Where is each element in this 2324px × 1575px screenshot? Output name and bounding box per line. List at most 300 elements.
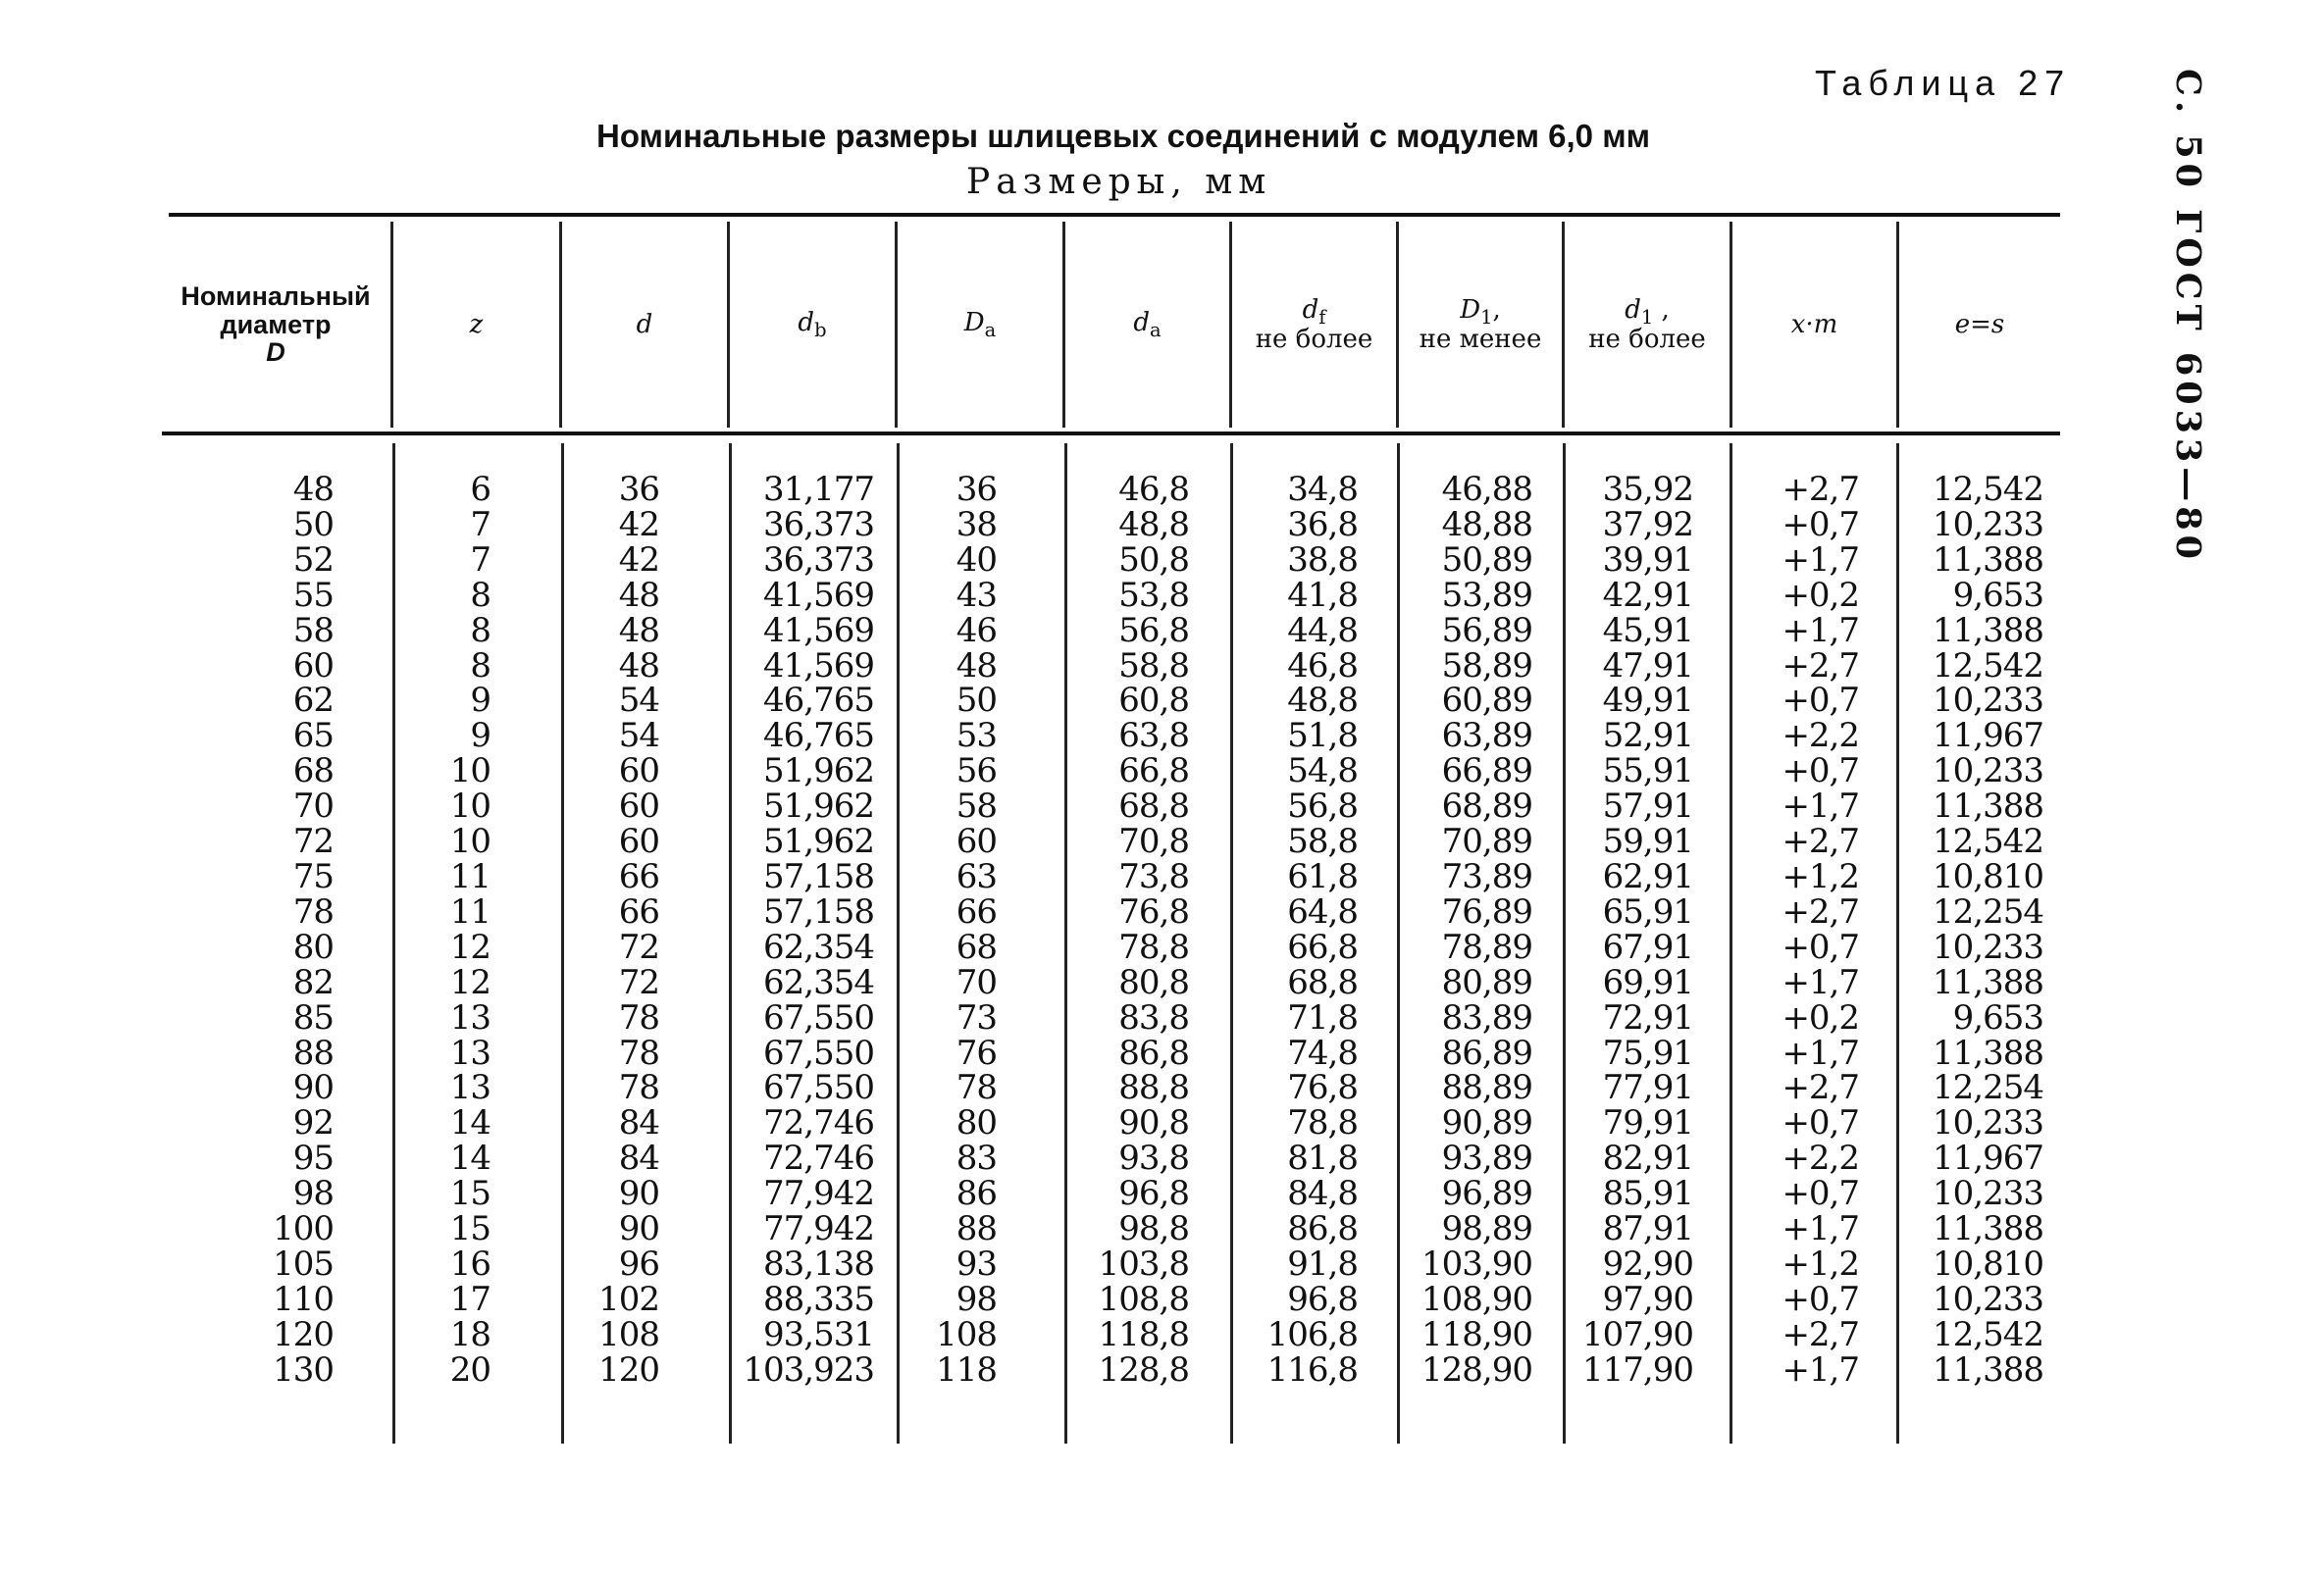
table-cell-xm: +0,2 — [1782, 997, 1859, 1038]
table-cell-d: 36 — [618, 470, 659, 509]
table-cell-db: 36,373 — [763, 539, 874, 580]
table-cell-D1: 70,89 — [1441, 822, 1532, 862]
table-number: Таблица 27 — [1815, 63, 2072, 103]
table-cell-z: 11 — [449, 856, 491, 896]
table-cell-df: 86,8 — [1287, 1209, 1358, 1249]
table-cell-d1: 45,91 — [1602, 610, 1693, 650]
table-cell-es: 10,233 — [1933, 681, 2043, 721]
table-cell-z: 13 — [449, 997, 491, 1038]
header-Da-symbol: D — [963, 307, 985, 337]
table-cell-Da: 38 — [955, 504, 997, 544]
header-db-text — [798, 307, 827, 341]
table-cell-D: 68 — [292, 751, 334, 791]
table-cell-z: 8 — [470, 645, 491, 686]
table-cell-df: 81,8 — [1287, 1139, 1358, 1179]
header-es — [1899, 222, 2060, 428]
header-d — [562, 222, 727, 428]
table-cell-D1: 58,89 — [1441, 645, 1532, 686]
header-xm-text: x·m — [1790, 310, 1838, 339]
table-cell-df: 84,8 — [1287, 1174, 1358, 1214]
header-da-symbol: d — [1133, 307, 1150, 337]
table-cell-es: 11,388 — [1933, 1209, 2043, 1249]
table-cell-z: 14 — [449, 1103, 491, 1143]
table-cell-d1: 72,91 — [1602, 997, 1693, 1038]
table-cell-df: 34,8 — [1287, 470, 1358, 509]
table-cell-z: 11 — [449, 891, 491, 932]
table-cell-es: 10,810 — [1933, 1244, 2043, 1284]
column-da — [1064, 470, 1189, 1390]
table-cell-d: 108 — [598, 1314, 659, 1354]
table-cell-xm: +0,7 — [1782, 751, 1859, 791]
table-cell-D1: 80,89 — [1441, 962, 1532, 1002]
table-cell-xm: +1,2 — [1782, 1244, 1859, 1284]
table-cell-db: 62,354 — [763, 927, 874, 967]
table-cell-xm: +1,7 — [1782, 539, 1859, 580]
table-cell-db: 62,354 — [763, 962, 874, 1002]
table-cell-es: 12,254 — [1933, 891, 2043, 932]
table-cell-z: 15 — [449, 1209, 491, 1249]
column-d — [561, 470, 659, 1390]
table-cell-db: 67,550 — [763, 1068, 874, 1108]
table-cell-db: 31,177 — [763, 470, 874, 509]
table-cell-db: 51,962 — [763, 822, 874, 862]
table-cell-D1: 96,89 — [1441, 1174, 1532, 1214]
table-cell-D1: 66,89 — [1441, 751, 1532, 791]
table-cell-xm: +2,7 — [1782, 1068, 1859, 1108]
table-cell-db: 36,373 — [763, 504, 874, 544]
table-cell-d1: 107,90 — [1582, 1314, 1693, 1354]
table-cell-es: 11,967 — [1933, 716, 2043, 756]
table-cell-da: 70,8 — [1118, 822, 1189, 862]
table-cell-z: 7 — [470, 539, 491, 580]
table-cell-d1: 59,91 — [1602, 822, 1693, 862]
header-Da-subscript: a — [984, 318, 997, 341]
header-z — [393, 222, 559, 428]
table-cell-Da: 86 — [955, 1174, 997, 1214]
table-cell-z: 9 — [470, 716, 491, 756]
table-cell-df: 78,8 — [1287, 1103, 1358, 1143]
table-cell-da: 108,8 — [1098, 1279, 1189, 1319]
table-cell-z: 6 — [470, 470, 491, 509]
table-title: Номинальные размеры шлицевых соединений с модулем 6,0 мм — [596, 118, 1651, 154]
header-df-text — [1302, 294, 1326, 329]
table-cell-D1: 63,89 — [1441, 716, 1532, 756]
table-cell-d: 78 — [618, 997, 659, 1038]
table-cell-da: 86,8 — [1118, 1033, 1189, 1073]
table-cell-D1: 93,89 — [1441, 1139, 1532, 1179]
table-cell-Da: 46 — [955, 610, 997, 650]
table-cell-z: 7 — [470, 504, 491, 544]
column-df — [1230, 470, 1358, 1390]
table-cell-Da: 40 — [955, 539, 997, 580]
table-cell-z: 8 — [470, 575, 491, 615]
table-cell-xm: +0,7 — [1782, 1174, 1859, 1214]
header-d-text: d — [636, 310, 653, 339]
table-cell-Da: 76 — [955, 1033, 997, 1073]
table-cell-d1: 35,92 — [1602, 470, 1693, 509]
table-cell-D1: 53,89 — [1441, 575, 1532, 615]
table-cell-d1: 117,90 — [1582, 1349, 1693, 1390]
header-d-symbol: D — [266, 337, 285, 368]
table-cell-es: 11,388 — [1933, 1349, 2043, 1390]
table-cell-d: 102 — [598, 1279, 659, 1319]
table-cell-d: 48 — [618, 575, 659, 615]
table-cell-D: 100 — [273, 1209, 334, 1249]
table-cell-df: 58,8 — [1287, 822, 1358, 862]
table-cell-d1: 82,91 — [1602, 1139, 1693, 1179]
header-D1-subscript: 1 — [1480, 305, 1493, 329]
table-cell-d1: 77,91 — [1602, 1068, 1693, 1108]
table-cell-d: 120 — [598, 1349, 659, 1390]
header-es-text: e=s — [1954, 310, 2005, 339]
table-cell-z: 15 — [449, 1174, 491, 1214]
header-D1-symbol: D — [1460, 294, 1481, 325]
table-cell-Da: 108 — [936, 1314, 997, 1354]
table-cell-Da: 78 — [955, 1068, 997, 1108]
table-cell-es: 9,653 — [1952, 997, 2043, 1038]
table-cell-db: 57,158 — [763, 856, 874, 896]
table-cell-df: 71,8 — [1287, 997, 1358, 1038]
table-cell-df: 66,8 — [1287, 927, 1358, 967]
header-d-line2: диаметр — [220, 309, 332, 339]
table-cell-xm: +2,7 — [1782, 822, 1859, 862]
table-cell-es: 12,542 — [1933, 470, 2043, 509]
table-cell-D: 50 — [292, 504, 334, 544]
table-cell-D1: 68,89 — [1441, 787, 1532, 827]
table-cell-da: 98,8 — [1118, 1209, 1189, 1249]
table-cell-xm: +2,7 — [1782, 1314, 1859, 1354]
table-cell-z: 18 — [449, 1314, 491, 1354]
table-cell-db: 57,158 — [763, 891, 874, 932]
table-cell-D: 82 — [292, 962, 334, 1002]
table-cell-Da: 80 — [955, 1103, 997, 1143]
table-cell-da: 66,8 — [1118, 751, 1189, 791]
table-cell-D: 48 — [292, 470, 334, 509]
top-rule — [169, 213, 2060, 217]
table-cell-D: 70 — [292, 787, 334, 827]
table-cell-Da: 98 — [955, 1279, 997, 1319]
table-cell-db: 72,746 — [763, 1103, 874, 1143]
table-cell-D: 130 — [273, 1349, 334, 1390]
table-cell-da: 63,8 — [1118, 716, 1189, 756]
table-cell-db: 67,550 — [763, 1033, 874, 1073]
table-cell-d: 42 — [618, 539, 659, 580]
table-cell-df: 41,8 — [1287, 575, 1358, 615]
table-cell-df: 54,8 — [1287, 751, 1358, 791]
table-cell-df: 38,8 — [1287, 539, 1358, 580]
table-cell-D: 52 — [292, 539, 334, 580]
table-cell-D1: 88,89 — [1441, 1068, 1532, 1108]
table-cell-df: 74,8 — [1287, 1033, 1358, 1073]
table-cell-D1: 60,89 — [1441, 681, 1532, 721]
table-cell-df: 116,8 — [1266, 1349, 1358, 1390]
table-cell-z: 10 — [449, 751, 491, 791]
table-cell-df: 68,8 — [1287, 962, 1358, 1002]
table-cell-d1: 87,91 — [1602, 1209, 1693, 1249]
column-D1 — [1397, 470, 1532, 1390]
table-cell-es: 11,967 — [1933, 1139, 2043, 1179]
table-cell-da: 46,8 — [1118, 470, 1189, 509]
table-cell-da: 88,8 — [1118, 1068, 1189, 1108]
table-cell-D: 75 — [292, 856, 334, 896]
table-cell-d1: 55,91 — [1602, 751, 1693, 791]
table-cell-D1: 128,90 — [1421, 1349, 1532, 1390]
table-cell-D: 92 — [292, 1103, 334, 1143]
header-df-note: не более — [1255, 325, 1373, 355]
table-cell-da: 93,8 — [1118, 1139, 1189, 1179]
header-D1-comma: , — [1492, 294, 1501, 325]
table-cell-d1: 49,91 — [1602, 681, 1693, 721]
table-cell-d1: 42,91 — [1602, 575, 1693, 615]
table-cell-z: 9 — [470, 681, 491, 721]
table-cell-Da: 66 — [955, 891, 997, 932]
table-cell-D1: 108,90 — [1421, 1279, 1532, 1319]
table-cell-d1: 62,91 — [1602, 856, 1693, 896]
table-cell-Da: 70 — [955, 962, 997, 1002]
table-cell-D: 98 — [292, 1174, 334, 1214]
table-cell-es: 11,388 — [1933, 539, 2043, 580]
table-cell-xm: +1,7 — [1782, 1349, 1859, 1390]
table-cell-db: 88,335 — [763, 1279, 874, 1319]
column-d1 — [1563, 470, 1693, 1390]
table-cell-D: 85 — [292, 997, 334, 1038]
table-cell-db: 72,746 — [763, 1139, 874, 1179]
table-cell-d1: 97,90 — [1602, 1279, 1693, 1319]
table-cell-es: 11,388 — [1933, 962, 2043, 1002]
table-cell-db: 51,962 — [763, 787, 874, 827]
table-cell-d: 54 — [618, 716, 659, 756]
header-z-text: z — [469, 310, 484, 339]
table-cell-d: 72 — [618, 962, 659, 1002]
units-caption: Размеры, мм — [966, 162, 1272, 202]
table-cell-d1: 47,91 — [1602, 645, 1693, 686]
header-da-text — [1133, 307, 1162, 341]
table-cell-z: 10 — [449, 787, 491, 827]
table-cell-Da: 118 — [936, 1349, 997, 1390]
table-cell-d: 66 — [618, 891, 659, 932]
table-cell-D: 55 — [292, 575, 334, 615]
table-cell-z: 16 — [449, 1244, 491, 1284]
table-cell-d: 84 — [618, 1103, 659, 1143]
table-cell-z: 20 — [449, 1349, 491, 1390]
table-cell-da: 53,8 — [1118, 575, 1189, 615]
table-cell-es: 10,810 — [1933, 856, 2043, 896]
table-cell-db: 93,531 — [763, 1314, 874, 1354]
page-side-label: С. 50 ГОСТ 6033—80 — [2168, 69, 2208, 564]
header-d1-subscript: 1 — [1640, 305, 1654, 329]
table-cell-z: 8 — [470, 610, 491, 650]
column-nominal-diameter — [196, 470, 334, 1390]
table-cell-D: 62 — [292, 681, 334, 721]
table-cell-Da: 68 — [955, 927, 997, 967]
table-cell-es: 11,388 — [1933, 787, 2043, 827]
header-D1 — [1399, 222, 1562, 428]
table-cell-d: 54 — [618, 681, 659, 721]
header-rule — [162, 432, 2060, 435]
header-D1-note: не менее — [1419, 325, 1542, 355]
table-cell-Da: 58 — [955, 787, 997, 827]
table-cell-db: 67,550 — [763, 997, 874, 1038]
table-cell-z: 12 — [449, 962, 491, 1002]
table-cell-es: 12,254 — [1933, 1068, 2043, 1108]
table-cell-D: 60 — [292, 645, 334, 686]
table-cell-Da: 93 — [955, 1244, 997, 1284]
table-cell-df: 51,8 — [1287, 716, 1358, 756]
table-cell-xm: +2,7 — [1782, 470, 1859, 509]
table-cell-D1: 76,89 — [1441, 891, 1532, 932]
table-cell-db: 41,569 — [763, 575, 874, 615]
table-cell-d: 84 — [618, 1139, 659, 1179]
table-cell-da: 80,8 — [1118, 962, 1189, 1002]
header-da-subscript: a — [1150, 318, 1162, 341]
table-cell-db: 41,569 — [763, 645, 874, 686]
table-cell-d1: 69,91 — [1602, 962, 1693, 1002]
table-cell-db: 77,942 — [763, 1174, 874, 1214]
table-cell-D: 88 — [292, 1033, 334, 1073]
table-cell-d1: 52,91 — [1602, 716, 1693, 756]
table-cell-d1: 39,91 — [1602, 539, 1693, 580]
table-cell-d1: 37,92 — [1602, 504, 1693, 544]
table-cell-db: 46,765 — [763, 681, 874, 721]
table-cell-xm: +2,7 — [1782, 891, 1859, 932]
table-cell-z: 14 — [449, 1139, 491, 1179]
table-cell-z: 13 — [449, 1068, 491, 1108]
table-cell-df: 76,8 — [1287, 1068, 1358, 1108]
header-Da — [898, 222, 1062, 428]
table-cell-df: 61,8 — [1287, 856, 1358, 896]
table-cell-da: 78,8 — [1118, 927, 1189, 967]
table-cell-es: 10,233 — [1933, 1279, 2043, 1319]
table-cell-d: 66 — [618, 856, 659, 896]
column-db — [729, 470, 874, 1390]
table-cell-es: 10,233 — [1933, 504, 2043, 544]
table-cell-d: 60 — [618, 751, 659, 791]
table-cell-Da: 43 — [955, 575, 997, 615]
table-cell-Da: 83 — [955, 1139, 997, 1179]
table-cell-D: 65 — [292, 716, 334, 756]
header-db-symbol: d — [798, 307, 815, 337]
table-cell-es: 11,388 — [1933, 610, 2043, 650]
table-cell-xm: +2,2 — [1782, 716, 1859, 756]
table-cell-d: 90 — [618, 1209, 659, 1249]
table-cell-xm: +1,7 — [1782, 962, 1859, 1002]
header-db-subscript: b — [814, 318, 827, 341]
table-cell-d: 96 — [618, 1244, 659, 1284]
table-cell-df: 64,8 — [1287, 891, 1358, 932]
table-cell-xm: +0,7 — [1782, 504, 1859, 544]
table-cell-z: 10 — [449, 822, 491, 862]
table-cell-d1: 79,91 — [1602, 1103, 1693, 1143]
header-nominal-diameter — [162, 222, 389, 428]
table-cell-z: 12 — [449, 927, 491, 967]
table-cell-D1: 56,89 — [1441, 610, 1532, 650]
header-df-symbol: d — [1302, 294, 1319, 325]
table-cell-Da: 50 — [955, 681, 997, 721]
table-cell-xm: +2,2 — [1782, 1139, 1859, 1179]
table-cell-D1: 90,89 — [1441, 1103, 1532, 1143]
table-cell-xm: +1,7 — [1782, 610, 1859, 650]
column-z — [392, 470, 491, 1390]
header-xm — [1732, 222, 1896, 428]
table-cell-da: 103,8 — [1098, 1244, 1189, 1284]
header-d1-text — [1625, 294, 1670, 329]
table-cell-z: 13 — [449, 1033, 491, 1073]
table-cell-es: 12,542 — [1933, 822, 2043, 862]
table-cell-D1: 48,88 — [1441, 504, 1532, 544]
table-cell-d1: 65,91 — [1602, 891, 1693, 932]
table-cell-D1: 103,90 — [1421, 1244, 1532, 1284]
table-cell-df: 44,8 — [1287, 610, 1358, 650]
table-cell-D1: 73,89 — [1441, 856, 1532, 896]
header-d1-symbol: d — [1625, 294, 1641, 325]
header-d1-comma: , — [1653, 294, 1670, 325]
table-cell-xm: +2,7 — [1782, 645, 1859, 686]
table-cell-D1: 118,90 — [1421, 1314, 1532, 1354]
table-cell-Da: 36 — [955, 470, 997, 509]
table-cell-db: 103,923 — [743, 1349, 874, 1390]
table-cell-db: 83,138 — [763, 1244, 874, 1284]
table-cell-d1: 85,91 — [1602, 1174, 1693, 1214]
header-df — [1232, 222, 1396, 428]
header-d1-note: не более — [1588, 325, 1706, 355]
table-cell-D: 105 — [273, 1244, 334, 1284]
table-cell-da: 90,8 — [1118, 1103, 1189, 1143]
table-cell-da: 56,8 — [1118, 610, 1189, 650]
table-cell-da: 73,8 — [1118, 856, 1189, 896]
table-cell-D1: 83,89 — [1441, 997, 1532, 1038]
table-cell-d: 60 — [618, 822, 659, 862]
table-cell-Da: 88 — [955, 1209, 997, 1249]
table-cell-df: 91,8 — [1287, 1244, 1358, 1284]
table-cell-es: 10,233 — [1933, 751, 2043, 791]
table-cell-Da: 73 — [955, 997, 997, 1038]
table-cell-da: 76,8 — [1118, 891, 1189, 932]
table-cell-D: 95 — [292, 1139, 334, 1179]
table-cell-xm: +1,7 — [1782, 1209, 1859, 1249]
table-cell-es: 11,388 — [1933, 1033, 2043, 1073]
table-cell-D1: 46,88 — [1441, 470, 1532, 509]
table-cell-xm: +0,7 — [1782, 927, 1859, 967]
header-db — [730, 222, 895, 428]
table-cell-Da: 48 — [955, 645, 997, 686]
table-cell-d1: 92,90 — [1602, 1244, 1693, 1284]
table-cell-df: 106,8 — [1266, 1314, 1358, 1354]
table-cell-db: 41,569 — [763, 610, 874, 650]
table-cell-da: 83,8 — [1118, 997, 1189, 1038]
table-cell-xm: +1,7 — [1782, 1033, 1859, 1073]
table-cell-da: 96,8 — [1118, 1174, 1189, 1214]
header-D1-text — [1460, 294, 1501, 329]
table-cell-d: 42 — [618, 504, 659, 544]
table-cell-es: 12,542 — [1933, 645, 2043, 686]
table-cell-d: 60 — [618, 787, 659, 827]
table-cell-df: 96,8 — [1287, 1279, 1358, 1319]
table-cell-es: 10,233 — [1933, 1174, 2043, 1214]
header-d1 — [1565, 222, 1730, 428]
table-cell-d1: 57,91 — [1602, 787, 1693, 827]
header-Da-text — [963, 307, 997, 341]
table-cell-es: 12,542 — [1933, 1314, 2043, 1354]
table-cell-xm: +0,7 — [1782, 1279, 1859, 1319]
table-cell-db: 77,942 — [763, 1209, 874, 1249]
table-cell-D1: 98,89 — [1441, 1209, 1532, 1249]
table-cell-db: 46,765 — [763, 716, 874, 756]
table-cell-z: 17 — [449, 1279, 491, 1319]
table-cell-D: 58 — [292, 610, 334, 650]
table-cell-Da: 56 — [955, 751, 997, 791]
table-cell-D1: 78,89 — [1441, 927, 1532, 967]
column-es — [1896, 470, 2043, 1390]
